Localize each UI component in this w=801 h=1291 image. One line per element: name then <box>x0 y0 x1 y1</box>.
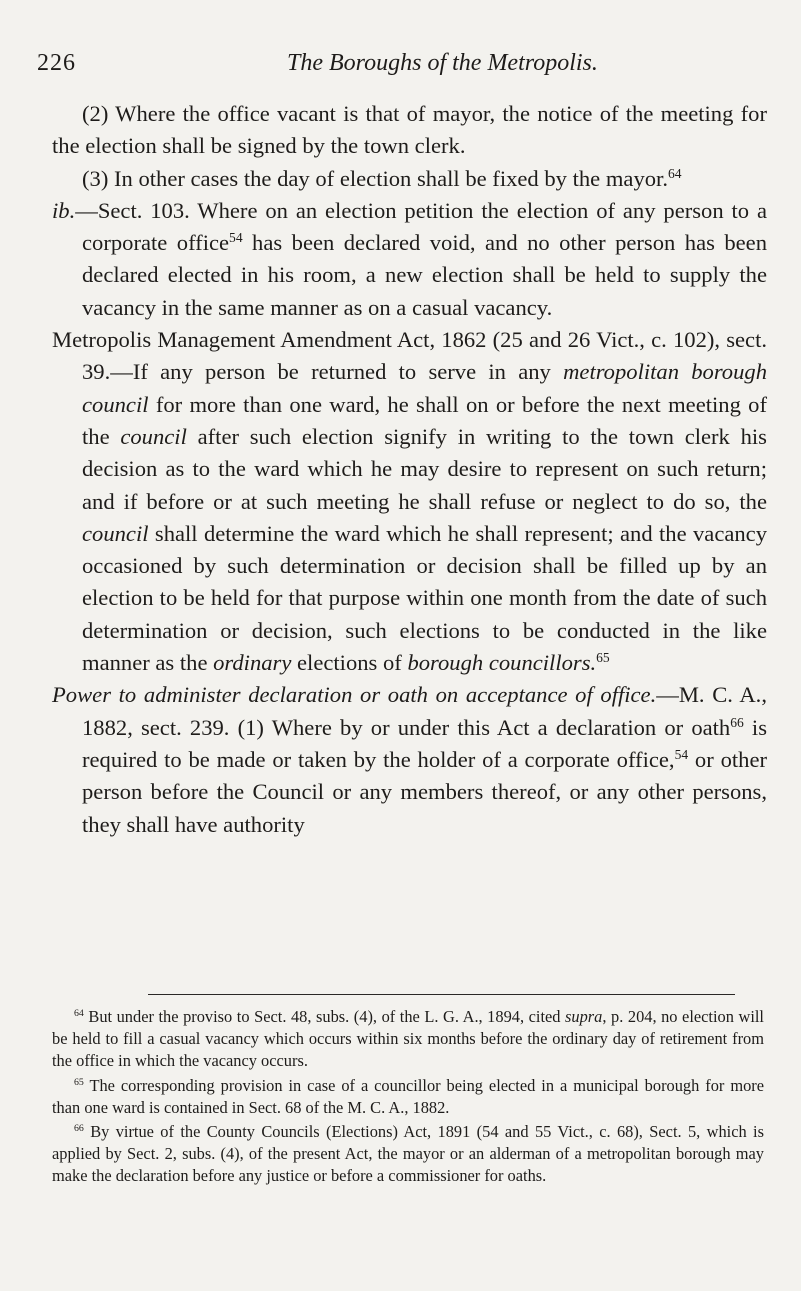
footnotes <box>52 1006 764 1188</box>
body-text <box>52 98 767 841</box>
footnote-ref: 64 <box>667 165 682 181</box>
emphasis: council <box>120 423 187 449</box>
paragraph-text: for more than one ward, he shall on or before the next meeting of the <box>82 391 767 449</box>
footnote-66 <box>52 1121 764 1188</box>
emphasis: metropolitan borough council <box>82 359 767 417</box>
paragraph-text: has been declared void, and no other person has been declared elected in his room, a new election shall be held to supply the vacancy in the same manner as on a casual vacancy. <box>82 230 768 320</box>
emphasis: borough councillors. <box>407 650 597 676</box>
page-number: 226 <box>37 50 76 76</box>
ib-label: ib. <box>52 197 76 223</box>
paragraph-text: Metropolis Management Amendment Act, 1862 (25 and 26 Vict., c. 102), sect. 39.—If any person be returned to serve in any <box>52 327 767 385</box>
paragraph-text: or other person before the Council or any members thereof, or any other persons, they shall have authority <box>82 746 767 837</box>
emphasis: ordinary <box>213 650 292 676</box>
paragraph-metropolis-management-act <box>52 324 767 679</box>
paragraph-text: after such election signify in writing to the town clerk his decision as to the ward which he may desire to represent on such return; and if before or at such meeting he shall refuse or neglect to do so, the <box>82 423 767 514</box>
paragraph-text: elections of <box>291 650 408 676</box>
emphasis: council <box>82 520 149 546</box>
page-header <box>0 46 801 86</box>
paragraph-text: shall determine the ward which he shall represent; and the vacancy occasioned by such determination or decision shall be filled up by an election to be held for that purpose within one month from the date of such determination or decision, such elections to be conducted in the like manner as the <box>82 520 767 676</box>
paragraph-day-of-election <box>52 163 767 195</box>
paragraph-text: —Sect. 103. Where on an election petition the election of any person to a corporate office <box>75 197 767 256</box>
paragraph-office-of-mayor <box>52 98 767 163</box>
footnote-text: , p. 204, no election will be held to fill a casual vacancy which occurs within six months before the ordinary day of retirement from the office in which the vacancy occurs. <box>52 1007 764 1071</box>
footnote-number: 65 <box>74 1076 84 1088</box>
paragraph-text: —M. C. A., 1882, sect. 239. (1) Where by or under this Act a declaration or oath <box>82 682 767 740</box>
paragraph-power-to-administer <box>52 679 767 840</box>
footnote-text: By virtue of the County Councils (Elections) Act, 1891 (54 and 55 Vict., c. 68), Sect. 5, which is applied by Sect. 2, subs. (4), of the present Act, the mayor or an alderman of a metropolitan borough may make the declaration before any justice or before a commissioner for oaths. <box>52 1122 764 1186</box>
footnote-text: The corresponding provision in case of a councillor being elected in a municipal borough for more than one ward is contained in Sect. 68 of the M. C. A., 1882. <box>52 1075 764 1117</box>
footnote-64 <box>52 1006 764 1073</box>
footnote-65 <box>52 1075 764 1119</box>
footnote-ref: 65 <box>596 649 610 665</box>
paragraph-text: (2) Where the office vacant is that of mayor, the notice of the meeting for the election shall be signed by the town clerk. <box>52 101 767 159</box>
footnote-ref: 66 <box>730 714 744 730</box>
footnote-ref: 54 <box>674 746 689 762</box>
paragraph-text: (3) In other cases the day of election shall be fixed by the mayor. <box>82 165 668 191</box>
footnote-divider <box>148 994 735 995</box>
footnote-number: 66 <box>74 1123 84 1135</box>
section-heading: Power to administer declaration or oath on acceptance of office. <box>52 682 657 708</box>
paragraph-sect-103 <box>52 195 767 324</box>
paragraph-text: is required to be made or taken by the holder of a corporate office, <box>82 714 768 772</box>
emphasis: supra <box>565 1007 603 1026</box>
footnote-number: 64 <box>74 1008 84 1020</box>
footnote-ref: 54 <box>229 230 243 246</box>
running-title: The Boroughs of the Metropolis. <box>287 50 598 76</box>
footnote-text: But under the proviso to Sect. 48, subs. (4), of the L. G. A., 1894, cited <box>83 1007 566 1026</box>
